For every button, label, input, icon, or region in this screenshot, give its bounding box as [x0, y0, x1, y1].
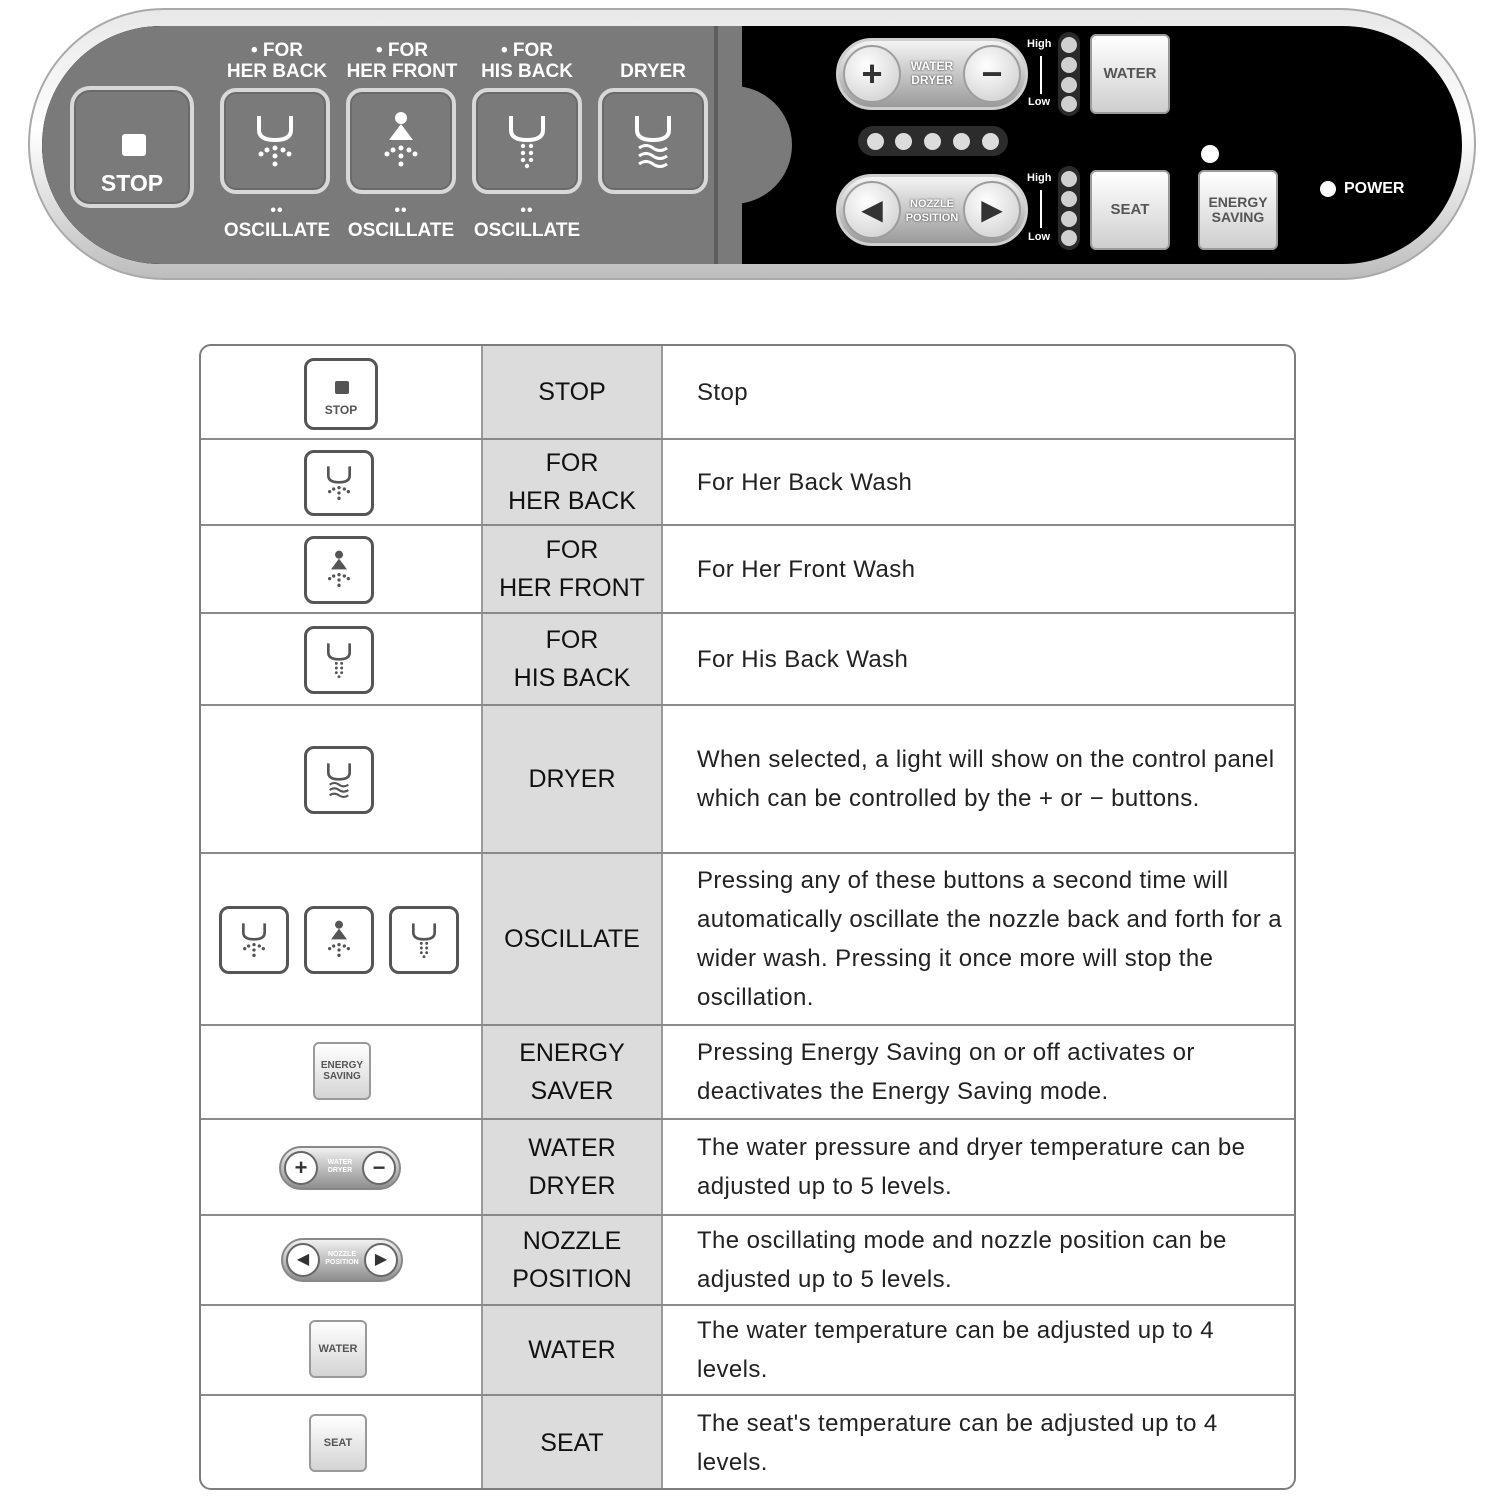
table-icon-cell [201, 614, 481, 704]
level-light [1061, 37, 1077, 53]
table-icon-cell [201, 854, 481, 1024]
table-function-description: The water temperature can be adjusted up to 4 levels. [697, 1317, 1214, 1383]
nozzle-icon-label-line2: POSITION [325, 1259, 359, 1266]
her-front-label-bottom: HER FRONT [346, 61, 458, 82]
water-dryer-control [836, 38, 1028, 110]
panel-divider [714, 26, 718, 264]
table-function-name [481, 1120, 663, 1214]
table-row [201, 1214, 1294, 1304]
water-dryer-label-line1: WATER [910, 59, 954, 73]
table-function-description: The water pressure and dryer temperature can be adjusted up to 5 levels. [697, 1134, 1246, 1200]
nozzle-label-line2: POSITION [905, 212, 959, 224]
stop-icon [304, 358, 378, 430]
table-row [201, 1304, 1294, 1394]
nozzle-right-button[interactable]: ▶ [963, 181, 1021, 239]
minus-icon: − [362, 1151, 396, 1185]
seat-level-indicator [1058, 166, 1080, 250]
table-row [201, 1024, 1294, 1118]
dryer-icon [304, 746, 374, 814]
water-level-high-label: High [1027, 38, 1052, 50]
function-name-line2: POSITION [512, 1265, 632, 1293]
water-dryer-icon-label [321, 1159, 359, 1175]
water-dryer-icon-label-line1: WATER [327, 1159, 353, 1166]
energy-saving-label-line1: ENERGY [1208, 194, 1268, 210]
table-row [201, 612, 1294, 704]
stop-icon [122, 134, 146, 156]
right-arrow-icon: ▶ [364, 1243, 398, 1277]
water-icon: WATER [309, 1320, 367, 1378]
table-function-name [481, 614, 663, 704]
level-light [1061, 191, 1077, 207]
water-dryer-label-line2: DRYER [911, 73, 953, 87]
her-back-icon [219, 906, 289, 974]
her-front-icon [304, 906, 374, 974]
seat-icon: SEAT [309, 1414, 367, 1472]
his-back-osc-dots: •• [520, 202, 534, 219]
function-name-line1: SEAT [540, 1429, 604, 1457]
function-name-line1: OSCILLATE [504, 925, 640, 953]
power-label: POWER [1344, 180, 1405, 197]
level-light [1061, 77, 1077, 93]
her-front-button[interactable] [346, 88, 456, 194]
table-row [201, 704, 1294, 852]
nozzle-icon-label-line1: NOZZLE [328, 1251, 356, 1258]
table-function-name [481, 706, 663, 852]
his-back-label [472, 40, 582, 82]
function-name-line1: NOZZLE [522, 1227, 622, 1255]
function-name-line1: WATER [528, 1336, 616, 1364]
table-function-description: For Her Front Wash [697, 555, 916, 583]
table-row [201, 1394, 1294, 1490]
table-icon-cell [201, 706, 481, 852]
table-function-name [481, 440, 663, 524]
function-name-line2: DRYER [528, 1172, 616, 1200]
function-name-line2: HIS BACK [513, 664, 631, 692]
stop-button-label: STOP [100, 170, 164, 196]
water-dryer-plus-button[interactable]: + [843, 45, 901, 103]
table-icon-cell [201, 1396, 481, 1490]
table-function-name [481, 1396, 663, 1490]
water-dryer-pill-icon [279, 1146, 401, 1190]
nozzle-position-control [836, 174, 1028, 246]
table-function-description: The oscillating mode and nozzle position can be adjusted up to 5 levels. [697, 1227, 1227, 1293]
her-front-oscillate-label: OSCILLATE [347, 220, 455, 241]
water-dryer-label [905, 59, 959, 87]
her-back-label [222, 40, 332, 82]
water-button[interactable]: WATER [1090, 34, 1170, 114]
table-function-name [481, 346, 663, 438]
energy-saving-icon [313, 1042, 371, 1100]
dryer-label: DRYER [620, 61, 686, 82]
water-dryer-minus-button[interactable]: − [963, 45, 1021, 103]
her-front-osc-dots: •• [394, 202, 408, 219]
nozzle-left-button[interactable]: ◀ [843, 181, 901, 239]
stop-button[interactable] [70, 86, 194, 208]
nozzle-position-pill-icon [281, 1238, 403, 1282]
level-light [895, 133, 912, 150]
table-icon-cell [201, 1216, 481, 1304]
water-level-indicator [1058, 32, 1080, 116]
his-back-oscillate-label: OSCILLATE [473, 220, 581, 241]
function-name-line1: STOP [538, 378, 606, 406]
her-back-label-bottom: HER BACK [226, 61, 328, 82]
nozzle-position-label [905, 197, 959, 225]
her-back-icon [304, 450, 374, 516]
his-back-icon [304, 626, 374, 694]
table-row [201, 438, 1294, 524]
table-function-name [481, 526, 663, 612]
her-back-osc-dots: •• [270, 202, 284, 219]
seat-level-low-label: Low [1028, 231, 1050, 243]
her-back-button[interactable] [220, 88, 330, 194]
table-row [201, 1118, 1294, 1214]
table-icon-cell [201, 346, 481, 438]
button-function-table [199, 344, 1296, 1490]
table-function-name [481, 1216, 663, 1304]
plus-icon: + [284, 1151, 318, 1185]
function-name-line1: FOR [545, 449, 599, 477]
his-back-icon [389, 906, 459, 974]
level-light [867, 133, 884, 150]
left-arrow-icon: ◀ [286, 1243, 320, 1277]
water-dryer-icon-label-line2: DRYER [327, 1167, 353, 1174]
energy-saving-button[interactable] [1198, 170, 1278, 250]
energy-saving-label-line2: SAVING [1211, 209, 1265, 225]
table-function-name [481, 854, 663, 1024]
water-level-bar [1040, 56, 1042, 94]
water-level-low-label: Low [1028, 96, 1050, 108]
table-function-description: When selected, a light will show on the control panel which can be controlled by the + or − buttons. [697, 746, 1275, 812]
table-row [201, 524, 1294, 612]
table-function-description: Stop [697, 378, 748, 406]
his-back-button[interactable] [472, 88, 582, 194]
stop-icon-label: STOP [324, 403, 358, 417]
table-row [201, 346, 1294, 438]
her-front-icon [371, 108, 431, 174]
water-dryer-level-indicator [858, 126, 1008, 156]
function-name-line2: HER BACK [508, 487, 636, 515]
her-front-icon [304, 536, 374, 604]
her-back-label-top: • FOR [250, 40, 304, 61]
table-function-description: Pressing any of these buttons a second time will automatically oscillate the nozzle back and forth for a wider wash. Pressing it once more will stop the oscillation. [697, 867, 1282, 1011]
her-front-label [344, 40, 460, 82]
table-function-description: The seat's temperature can be adjusted up to 4 levels. [697, 1410, 1218, 1476]
nozzle-icon-label [323, 1251, 361, 1267]
seat-level-high-label: High [1027, 172, 1052, 184]
his-back-label-bottom: HIS BACK [481, 61, 573, 82]
her-back-icon [245, 108, 305, 174]
function-name-line1: ENERGY [519, 1039, 625, 1067]
stop-square-icon [335, 381, 349, 394]
her-front-label-top: • FOR [375, 40, 429, 61]
function-name-line2: SAVER [530, 1077, 614, 1105]
table-row [201, 852, 1294, 1024]
level-light [924, 133, 941, 150]
table-icon-cell [201, 1306, 481, 1394]
level-light [982, 133, 999, 150]
function-name-line2: HER FRONT [499, 574, 645, 602]
dryer-icon [623, 108, 683, 174]
level-light [953, 133, 970, 150]
table-function-description: Pressing Energy Saving on or off activates or deactivates the Energy Saving mode. [697, 1039, 1195, 1105]
his-back-icon [497, 108, 557, 174]
seat-level-bar [1040, 190, 1042, 228]
table-function-description: For Her Back Wash [697, 468, 913, 496]
level-light [1061, 171, 1077, 187]
energy-saving-indicator-light [1201, 145, 1219, 163]
nozzle-label-line1: NOZZLE [910, 198, 954, 210]
table-icon-cell [201, 440, 481, 524]
table-icon-cell [201, 1026, 481, 1118]
level-light [1061, 230, 1077, 246]
power-indicator-light [1320, 181, 1336, 197]
his-back-label-top: • FOR [500, 40, 554, 61]
function-name-line1: FOR [545, 536, 599, 564]
table-function-description: For His Back Wash [697, 645, 909, 673]
dryer-button[interactable] [598, 88, 708, 194]
seat-button[interactable]: SEAT [1090, 170, 1170, 250]
table-function-name [481, 1306, 663, 1394]
function-name-line1: DRYER [528, 765, 616, 793]
energy-icon-label-line1: ENERGY [320, 1060, 364, 1071]
level-light [1061, 96, 1077, 112]
function-name-line1: FOR [545, 626, 599, 654]
table-icon-cell [201, 1120, 481, 1214]
energy-icon-label-line2: SAVING [323, 1071, 361, 1082]
function-name-line1: WATER [528, 1134, 616, 1162]
level-light [1061, 57, 1077, 73]
table-function-name [481, 1026, 663, 1118]
table-icon-cell [201, 526, 481, 612]
level-light [1061, 211, 1077, 227]
her-back-oscillate-label: OSCILLATE [223, 220, 331, 241]
